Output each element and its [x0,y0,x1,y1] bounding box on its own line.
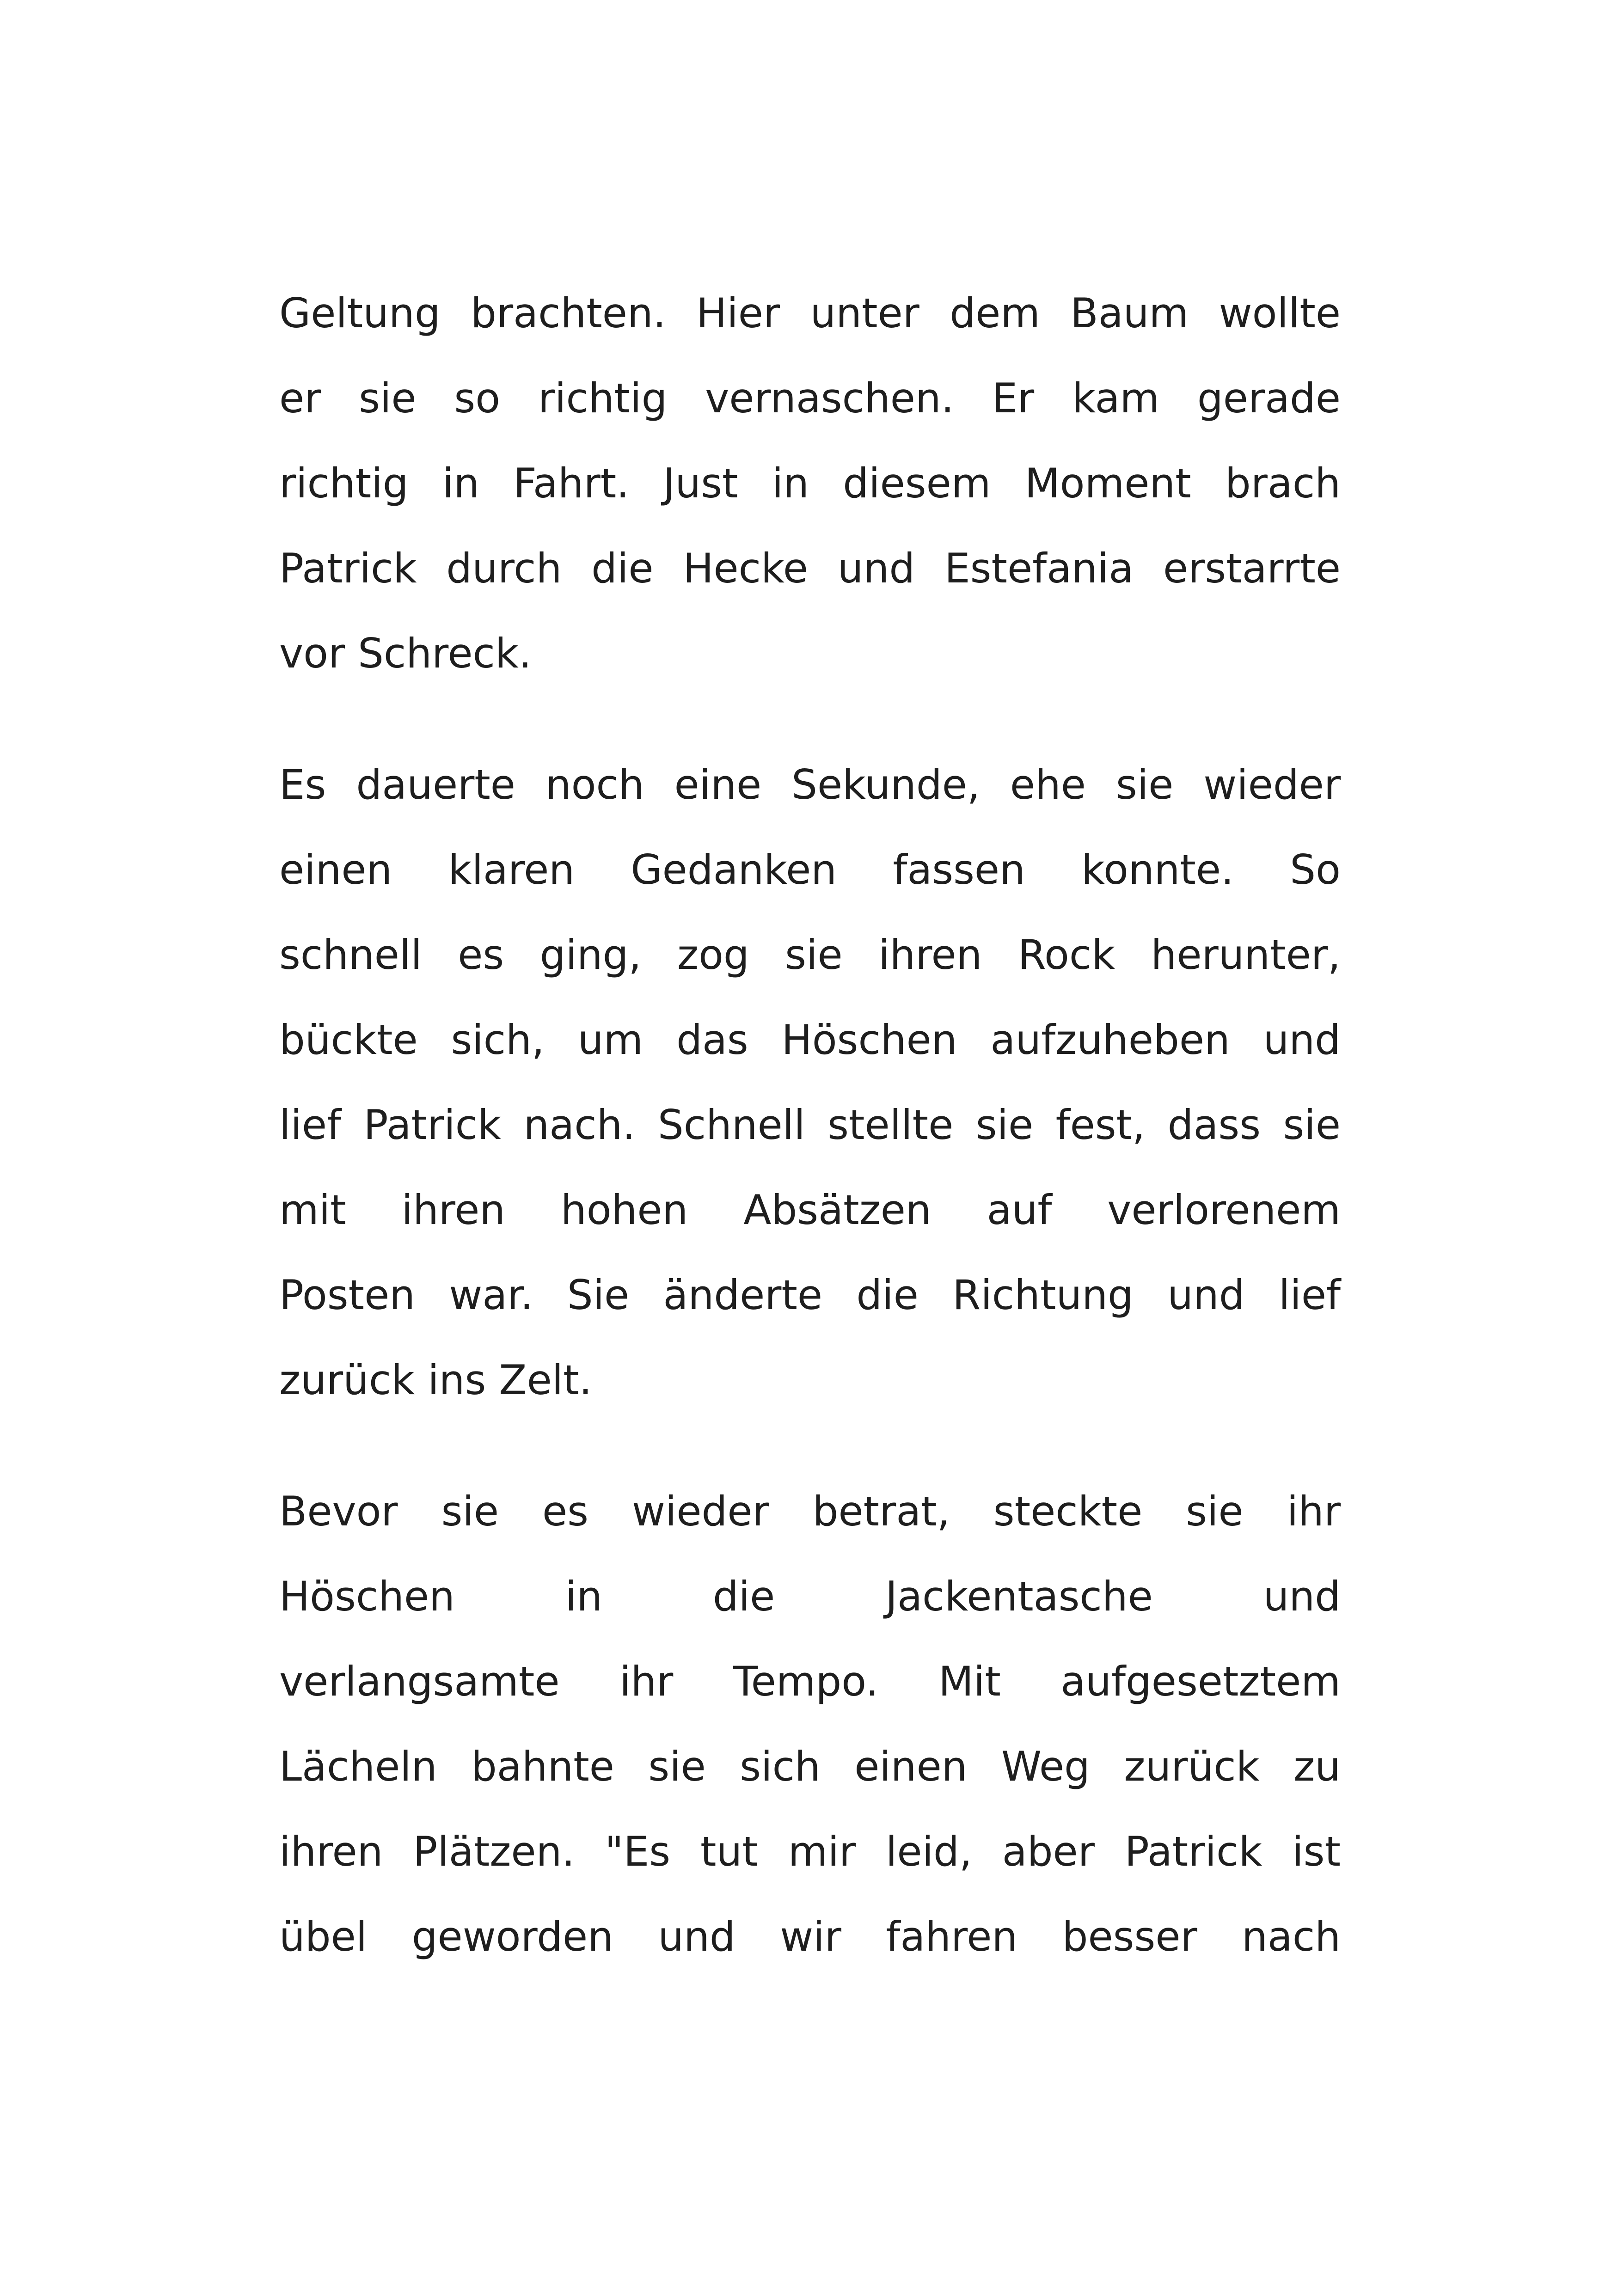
text-line: ihren Plätzen. "Es tut mir leid, aber Patrick ist [279,1828,1341,1875]
paragraph [279,1469,1341,1979]
text-line: Lächeln bahnte sie sich einen Weg zurück zu [279,1743,1341,1790]
paragraph [279,271,1341,696]
text-line: einen klaren Gedanken fassen konnte. So [279,846,1341,894]
text-line: Geltung brachten. Hier unter dem Baum wollte [279,289,1341,337]
text-line: lief Patrick nach. Schnell stellte sie fest, dass sie [279,1101,1341,1149]
text-line: bückte sich, um das Höschen aufzuheben und [279,1016,1341,1064]
text-line: übel geworden und wir fahren besser nach [279,1913,1341,1960]
text-line: er sie so richtig vernaschen. Er kam gerade [279,374,1341,422]
text-line: verlangsamte ihr Tempo. Mit aufgesetztem [279,1658,1341,1705]
text-line: Bevor sie es wieder betrat, steckte sie ihr [279,1488,1341,1535]
text-line: schnell es ging, zog sie ihren Rock herunter, [279,931,1341,979]
text-line: Posten war. Sie änderte die Richtung und lief [279,1271,1341,1319]
text-line: Es dauerte noch eine Sekunde, ehe sie wieder [279,761,1341,808]
text-line: Patrick durch die Hecke und Estefania erstarrte [279,545,1341,592]
paragraph [279,742,1341,1423]
text-line: vor Schreck. [279,630,532,677]
text-line: richtig in Fahrt. Just in diesem Moment brach [279,459,1341,507]
text-line: zurück ins Zelt. [279,1356,592,1404]
text-line: Höschen in die Jackentasche und [279,1573,1341,1620]
text-line: mit ihren hohen Absätzen auf verlorenem [279,1186,1341,1234]
